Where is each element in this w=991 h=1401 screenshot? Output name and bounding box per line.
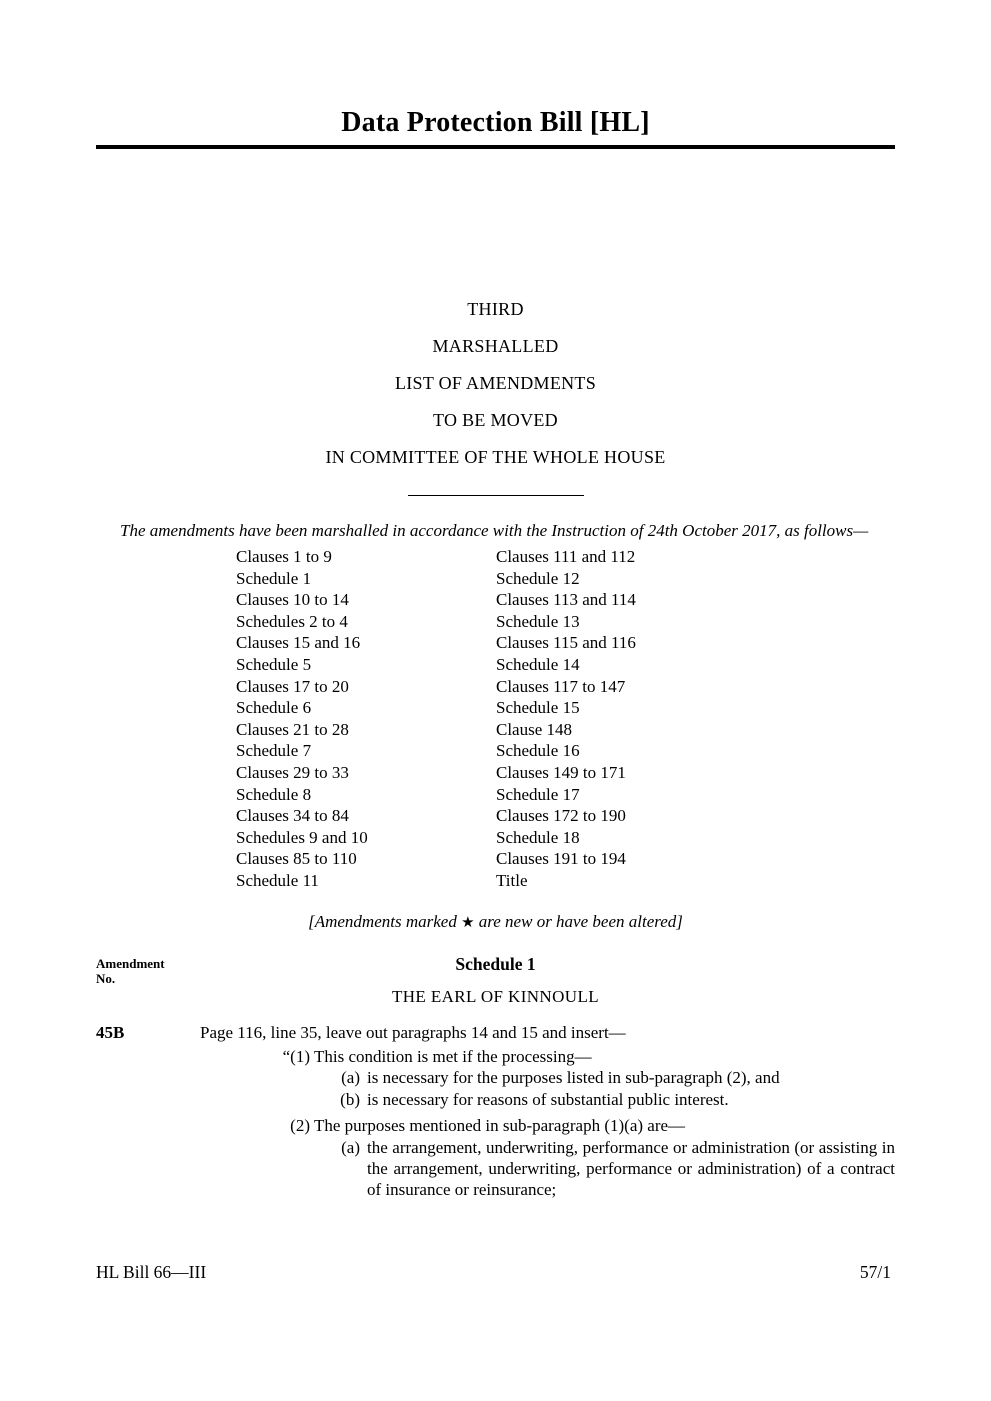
star-note-suffix: are new or have been altered] [474,911,683,931]
title-rule [96,145,895,149]
masthead-line-1: THIRD [467,299,524,319]
schedule-title: Schedule 1 [455,953,536,974]
subparagraph-1-item-b-text: is necessary for reasons of substantial public interest. [367,1089,729,1109]
subparagraph-2-text: The purposes mentioned in sub-paragraph (1)(a) are— [314,1116,686,1136]
marshalling-item: Title [496,870,528,890]
subparagraph-1-item-a-text: is necessary for the purposes listed in sub-paragraph (2), and [367,1068,780,1088]
marshalling-item: Clauses 17 to 20 [236,676,349,696]
mover-name: THE EARL OF KINNOULL [391,986,600,1006]
subparagraph-2 [200,1115,895,1136]
marshalling-item: Schedule 7 [236,741,312,761]
marshalling-item: Clauses 1 to 9 [236,547,332,566]
star-note-prefix: [Amendments marked [308,911,462,931]
subparagraph-1-item-b [200,1089,895,1110]
amendment-number: 45B [96,1022,125,1042]
star-note [96,912,895,932]
marshalling-order [96,546,895,892]
marshalling-item: Clauses 21 to 28 [236,719,349,739]
amendment-no-column-heading [96,956,165,986]
star-icon: ★ [461,914,475,931]
bill-title: Data Protection Bill [HL] [341,107,650,138]
marshalling-item: Schedule 13 [496,611,580,631]
marshalling-item: Schedule 8 [236,784,312,804]
marshalling-item: Clauses 149 to 171 [496,762,626,782]
marshalling-item: Schedules 9 and 10 [236,827,368,847]
subparagraph-1-text: This condition is met if the processing— [314,1046,592,1066]
footer-bill-number: HL Bill 66—III [96,1262,207,1282]
masthead [96,299,895,468]
marshalling-item: Schedule 17 [496,784,580,804]
marshalling-item: Schedule 14 [496,654,580,674]
marshalling-item: Clauses 29 to 33 [236,762,349,782]
marshalling-item: Clauses 191 to 194 [496,849,626,869]
marshalling-note: The amendments have been marshalled in accordance with the Instruction of 24th October 2017, as follows— [120,521,869,540]
marshalling-item: Clauses 10 to 14 [236,590,349,610]
subparagraph-2-item-a [200,1137,895,1201]
masthead-line-5: IN COMMITTEE OF THE WHOLE HOUSE [325,447,666,467]
subparagraph-1-item-a [200,1067,895,1088]
marshalling-item: Clauses 117 to 147 [496,676,626,696]
page-footer [96,1262,891,1283]
marshalling-item: Clauses 111 and 112 [496,547,636,566]
marshalling-item: Schedule 5 [236,654,312,674]
marshalling-item: Schedule 11 [236,870,319,890]
marshalling-item: Clauses 85 to 110 [236,849,357,869]
marshalling-order-right-column [496,546,895,892]
marshalling-item: Schedule 16 [496,741,580,761]
masthead-line-2: MARSHALLED [432,336,559,356]
marshalling-item: Schedule 18 [496,827,580,847]
masthead-line-3: LIST OF AMENDMENTS [394,373,597,393]
amendment-body [200,1022,895,1201]
marshalling-item: Clauses 172 to 190 [496,806,626,826]
marshalling-order-left-column [236,546,496,892]
schedule-heading-row [96,953,895,986]
subparagraph-2-item-a-label: (a) [341,1137,360,1157]
marshalling-item: Clauses 15 and 16 [236,633,361,653]
amendment-no-heading-line1: Amendment [96,955,165,971]
marshalling-item: Clauses 113 and 114 [496,590,636,610]
section-divider-rule [408,495,584,496]
subparagraph-2-item-a-text: the arrangement, underwriting, performance or administration (or assisting in the arrangement, underwriting, performance or administration) of a contract of insurance or reinsurance; [367,1137,895,1200]
subparagraph-2-label: (2) [290,1116,310,1136]
marshalling-item: Clauses 34 to 84 [236,806,349,826]
subparagraph-1 [200,1046,895,1067]
amendment-45B [96,1022,895,1201]
marshalling-item: Clause 148 [496,719,573,739]
subparagraph-1-item-a-label: (a) [341,1068,360,1088]
subparagraph-1-item-b-label: (b) [340,1089,360,1109]
amendment-no-heading-line2: No. [96,970,116,986]
subparagraph-1-label: “(1) [282,1046,310,1066]
marshalling-item: Schedules 2 to 4 [236,611,348,631]
marshalling-item: Schedule 12 [496,568,580,588]
document-header [96,106,895,149]
marshalling-item: Schedule 1 [236,568,312,588]
footer-page-ref: 57/1 [859,1262,891,1282]
masthead-line-4: TO BE MOVED [433,410,558,430]
marshalling-item: Schedule 15 [496,698,580,718]
amendment-instruction: Page 116, line 35, leave out paragraphs 14 and 15 and insert— [200,1022,626,1042]
marshalling-item: Clauses 115 and 116 [496,633,636,653]
marshalling-item: Schedule 6 [236,698,312,718]
